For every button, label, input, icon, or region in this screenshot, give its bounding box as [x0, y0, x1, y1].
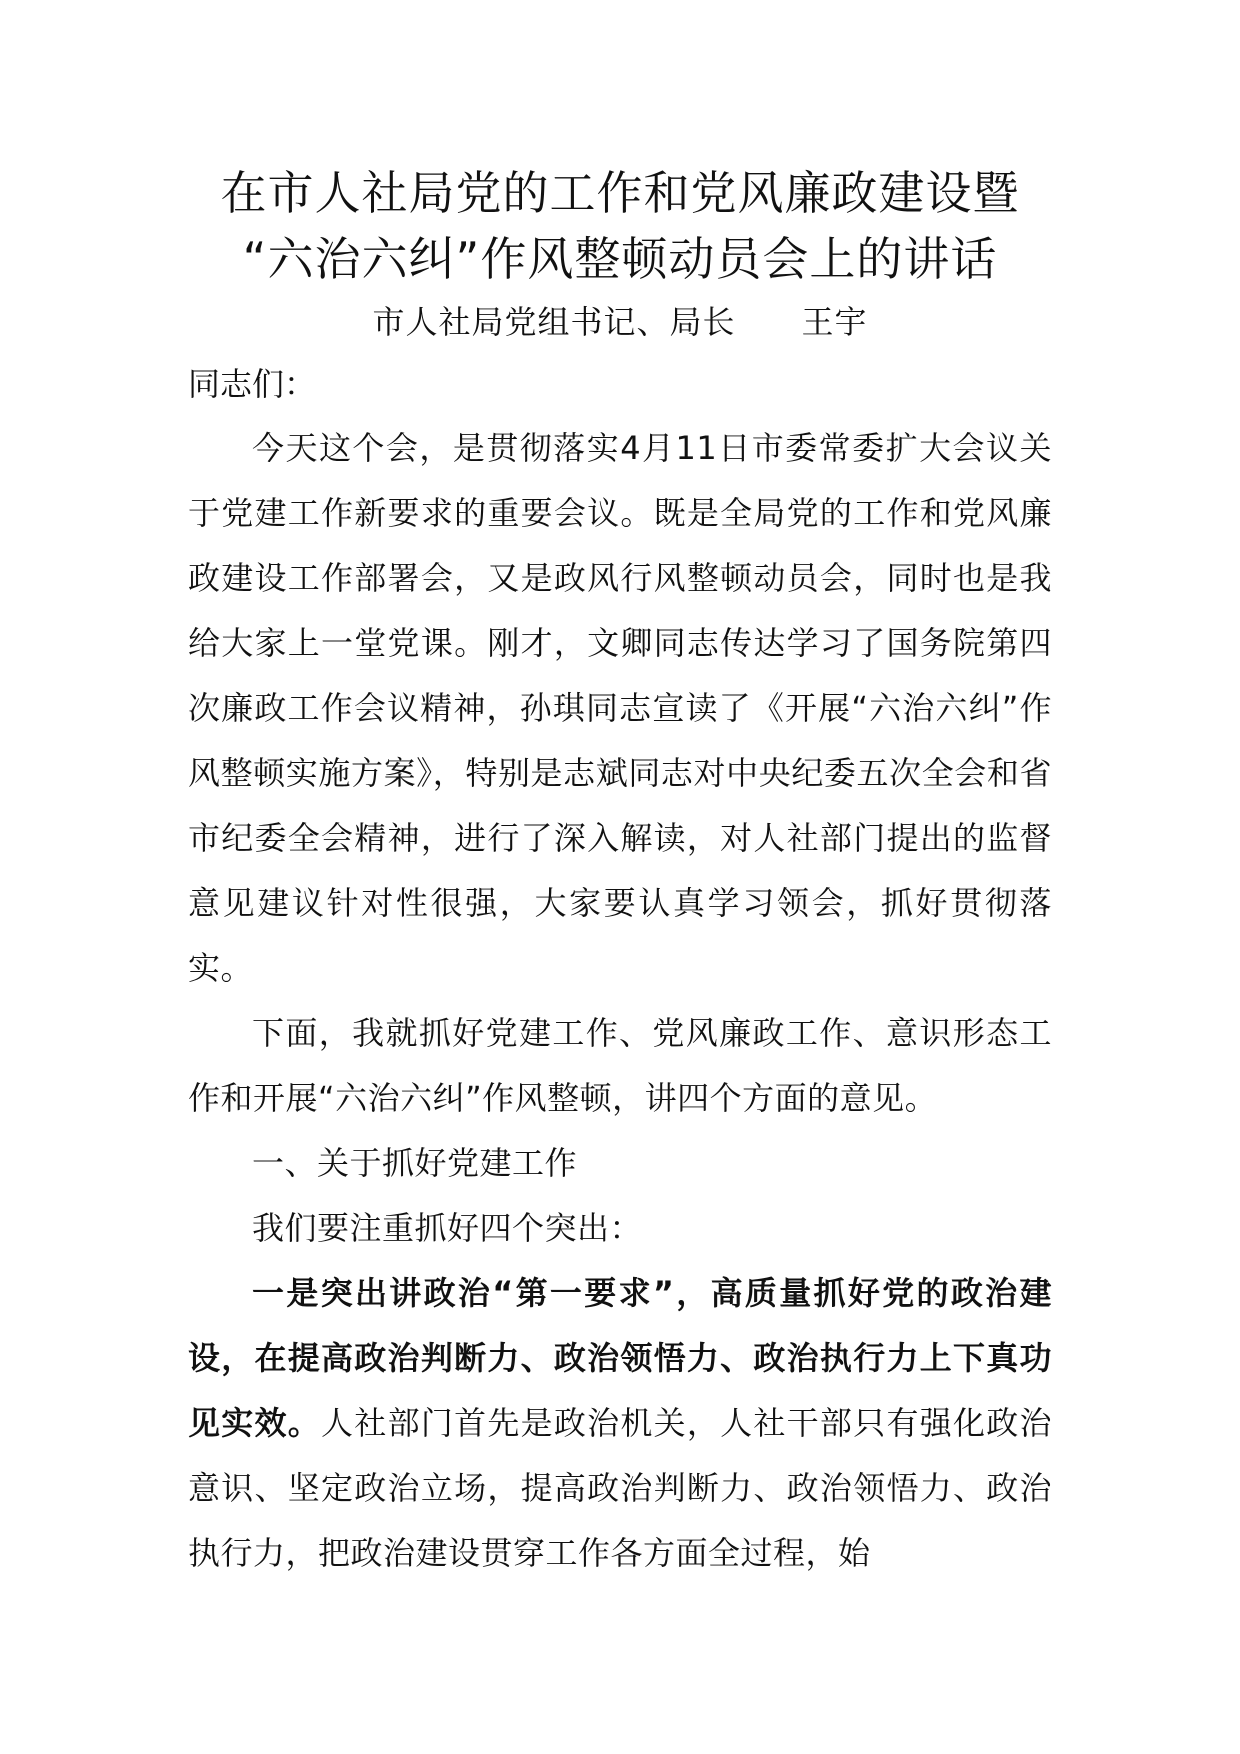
paragraph-outline: 下面，我就抓好党建工作、党风廉政工作、意识形态工作和开展“六治六纠”作风整顿，讲四个方面的意见。	[188, 1014, 1052, 1117]
document-title	[188, 160, 1052, 292]
section-heading-1: 一、关于抓好党建工作	[252, 1144, 578, 1182]
author-byline: 市人社局党组书记、局长 王宇	[372, 303, 868, 341]
document-page	[188, 160, 1052, 1586]
title-line-1: 在市人社局党的工作和党风廉政建设暨	[220, 166, 1020, 220]
paragraph-point-1	[188, 1261, 1052, 1586]
point-1-heading: 一是突出讲政治“第一要求”，高质量抓好党的政治建设，在提高政治判断力、政治领悟力、政治执行力上下真功见实效。	[188, 1274, 1052, 1442]
salutation: 同志们：	[188, 365, 317, 403]
paragraph-intro: 今天这个会，是贯彻落实4月11日市委常委扩大会议关于党建工作新要求的重要会议。既是全局党的工作和党风廉政建设工作部署会，又是政风行风整顿动员会，同时也是我给大家上一堂党课。刚才，文卿同志传达学习了国务院第四次廉政工作会议精神，孙琪同志宣读了《开展“六治六纠”作风整顿实施方案》，特别是志斌同志对中央纪委五次全会和省市纪委全会精神，进行了深入解读，对人社部门提出的监督意见建议针对性很强，大家要认真学习领会，抓好贯彻落实。	[188, 429, 1052, 987]
paragraph-four-points: 我们要注重抓好四个突出：	[252, 1209, 643, 1247]
point-1-body: 人社部门首先是政治机关，人社干部只有强化政治意识、坚定政治立场，提高政治判断力、政治领悟力、政治执行力，把政治建设贯穿工作各方面全过程，始	[188, 1404, 1052, 1572]
title-line-2: “六治六纠”作风整顿动员会上的讲话	[242, 232, 998, 286]
